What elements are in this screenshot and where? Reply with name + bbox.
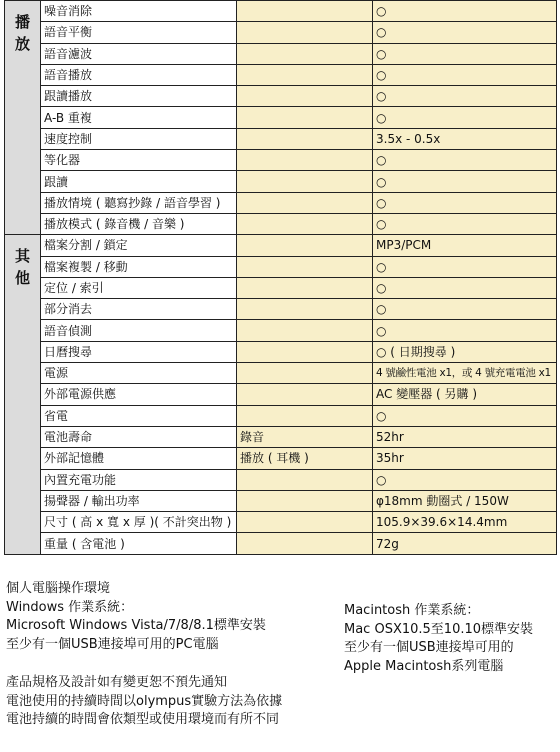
feature-value: φ18mm 動圈式 / 150W [373,490,557,511]
feature-subtype [237,299,373,320]
feature-subtype [237,43,373,64]
spec-row [5,363,557,384]
spec-row [5,277,557,298]
spec-row [5,64,557,85]
disclaimer [6,674,336,730]
feature-name: 檔案分割 / 鎖定 [41,235,237,256]
feature-subtype [237,22,373,43]
section-category [5,1,41,235]
feature-value: 52hr [373,426,557,447]
spec-row [5,490,557,511]
feature-name: 重量 ( 含電池 ) [41,533,237,554]
spec-row [5,43,557,64]
feature-value: ○ [373,405,557,426]
feature-name: 播放模式 ( 錄音機 / 音樂 ) [41,213,237,234]
feature-subtype [237,128,373,149]
feature-value: ○ [373,256,557,277]
spec-row [5,22,557,43]
feature-value: ○ [373,150,557,171]
feature-name: 語音平衡 [41,22,237,43]
feature-name: 檔案複製 / 移動 [41,256,237,277]
feature-value: ○ [373,213,557,234]
feature-subtype [237,235,373,256]
feature-value: ○ [373,320,557,341]
feature-name: 定位 / 索引 [41,277,237,298]
feature-subtype [237,320,373,341]
spec-row [5,1,557,22]
feature-name: 內置充電功能 [41,469,237,490]
feature-value: 72g [373,533,557,554]
feature-subtype [237,107,373,128]
spec-row [5,171,557,192]
feature-value: ○ [373,43,557,64]
spec-row [5,341,557,362]
feature-value: ○ [373,277,557,298]
spec-row [5,86,557,107]
spec-row [5,299,557,320]
spec-row [5,213,557,234]
feature-name: 電池壽命 [41,426,237,447]
feature-name: 噪音消除 [41,1,237,22]
feature-value: ○ [373,192,557,213]
feature-subtype [237,363,373,384]
feature-value: ○ [373,171,557,192]
mac-computer-requirement: Apple Macintosh系列電腦 [344,658,504,674]
feature-subtype [237,171,373,192]
feature-name: 外部記憶體 [41,448,237,469]
disclaimer-line: 電池持續的時間會依類型或使用環境而有所不同 [6,712,280,727]
windows-os-requirement: Microsoft Windows Vista/7/8/8.1標準安裝 [6,618,266,633]
feature-name: 播放情境 ( 聽寫抄錄 / 語音學習 ) [41,192,237,213]
feature-name: 尺寸 ( 高 x 寬 x 厚 )( 不計突出物 ) [41,512,237,533]
feature-subtype [237,384,373,405]
spec-table [4,0,557,555]
feature-value: 105.9×39.6×14.4mm [373,512,557,533]
feature-name: 跟讀播放 [41,86,237,107]
feature-value: ○ [373,1,557,22]
feature-value: ○ [373,64,557,85]
feature-value: 4 號鹼性電池 x1，或 4 號充電電池 x1 [373,363,557,384]
section-category-label: 其他 [15,247,31,288]
feature-value: ○ [373,86,557,107]
notes-heading: 個人電腦操作環境 [6,581,111,596]
spec-row [5,235,557,256]
feature-name: 跟讀 [41,171,237,192]
feature-name: 部分消去 [41,299,237,320]
spec-row [5,150,557,171]
spec-row [5,405,557,426]
spec-row [5,320,557,341]
feature-value: ○ [373,107,557,128]
section-category [5,235,41,554]
feature-name: 日曆搜尋 [41,341,237,362]
feature-name: A-B 重複 [41,107,237,128]
feature-value: ○ ( 日期搜尋 ) [373,341,557,362]
feature-subtype [237,469,373,490]
feature-subtype [237,512,373,533]
spec-row [5,448,557,469]
spec-row [5,192,557,213]
spec-row [5,533,557,554]
mac-usb-requirement: 至少有一個USB連接埠可用的 [344,640,514,655]
feature-name: 省電 [41,405,237,426]
feature-value: ○ [373,299,557,320]
feature-name: 等化器 [41,150,237,171]
section-category-label: 播放 [15,13,31,53]
feature-name: 語音濾波 [41,43,237,64]
feature-subtype [237,490,373,511]
feature-subtype [237,341,373,362]
notes-right-column [344,602,556,676]
feature-value: AC 變壓器 ( 另購 ) [373,384,557,405]
feature-subtype: 錄音 [237,426,373,447]
feature-subtype [237,405,373,426]
feature-name: 語音偵測 [41,320,237,341]
feature-subtype [237,1,373,22]
feature-name: 速度控制 [41,128,237,149]
feature-value: 3.5x - 0.5x [373,128,557,149]
feature-subtype [237,86,373,107]
feature-subtype [237,64,373,85]
feature-name: 外部電源供應 [41,384,237,405]
feature-value: ○ [373,22,557,43]
feature-subtype [237,213,373,234]
feature-value: 35hr [373,448,557,469]
feature-value: ○ [373,469,557,490]
feature-name: 電源 [41,363,237,384]
spec-row [5,256,557,277]
disclaimer-line: 電池使用的持續時間以olympus實驗方法為依據 [6,693,283,709]
spec-row [5,128,557,149]
spec-row [5,469,557,490]
feature-subtype [237,192,373,213]
feature-subtype [237,277,373,298]
feature-name: 語音播放 [41,64,237,85]
spec-row [5,512,557,533]
notes-left-column [6,580,336,730]
spec-row [5,426,557,447]
spec-row [5,107,557,128]
spec-row [5,384,557,405]
feature-subtype [237,150,373,171]
feature-name: 揚聲器 / 輸出功率 [41,490,237,511]
feature-subtype [237,256,373,277]
feature-value: MP3/PCM [373,235,557,256]
disclaimer-line: 產品規格及設計如有變更恕不預先通知 [6,675,228,690]
windows-usb-requirement: 至少有一個USB連接埠可用的PC電腦 [6,636,219,652]
windows-os-label: Windows 作業系統： [6,599,134,615]
mac-os-label: Macintosh 作業系統： [344,603,480,618]
feature-subtype: 播放 ( 耳機 ) [237,448,373,469]
mac-os-requirement: Mac OSX10.5至10.10標準安裝 [344,621,534,637]
feature-subtype [237,533,373,554]
